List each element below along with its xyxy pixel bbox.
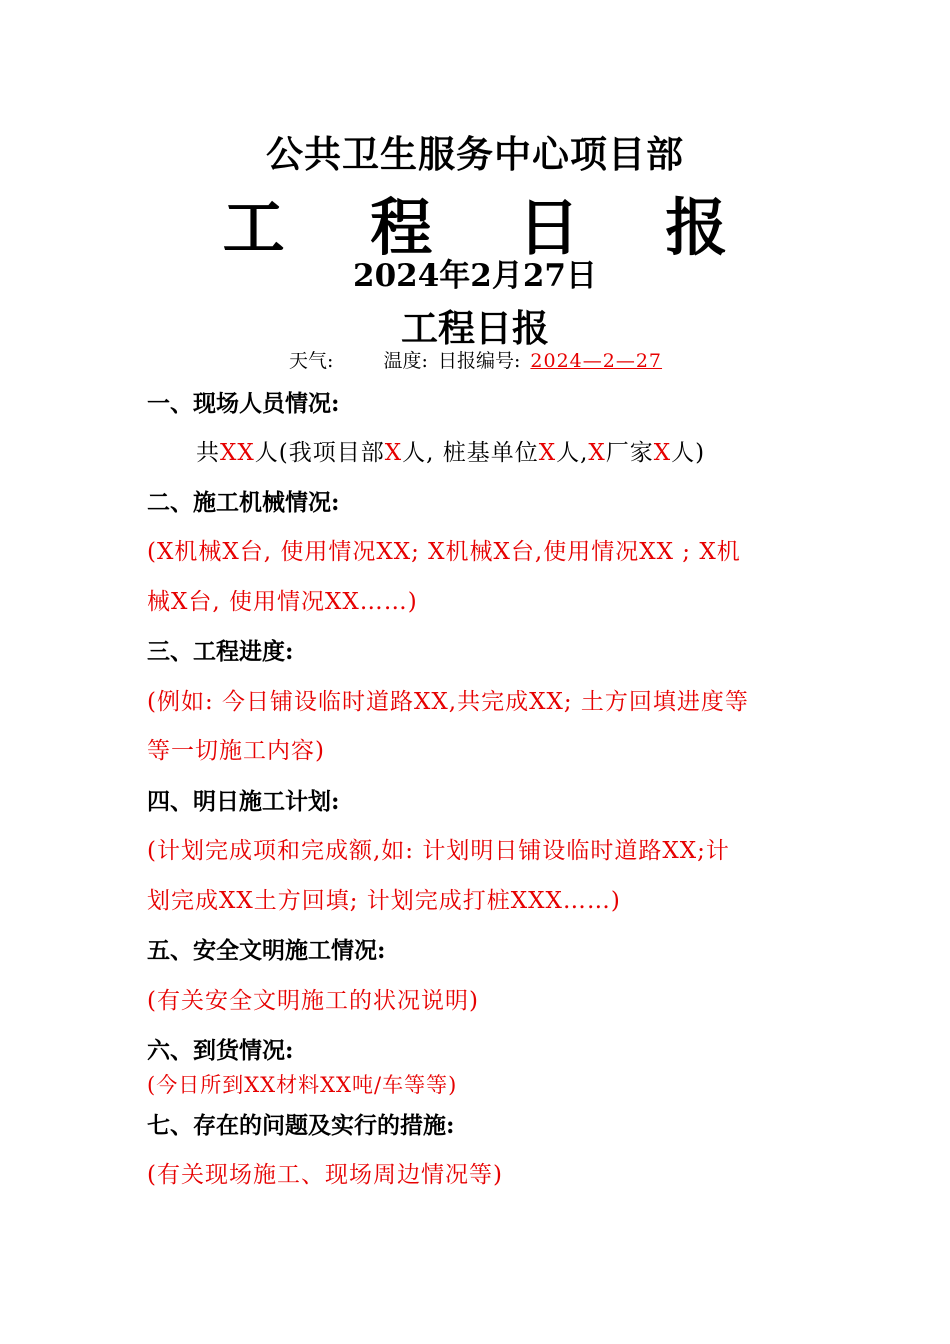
- staff-pile-suffix: 人,: [556, 440, 589, 466]
- section-4-line-1: (计划完成项和完成额,如: 计划明日铺设临时道路XX;计: [147, 838, 730, 864]
- main-title: 工 程 日 报: [222, 191, 760, 264]
- section-2-heading: 二、施工机械情况:: [147, 489, 340, 516]
- report-no-label: 日报编号:: [437, 350, 521, 372]
- vendor-count-value: X: [588, 440, 606, 466]
- report-date: 2024年2月27日: [353, 258, 597, 294]
- weather-label: 天气:: [289, 350, 334, 372]
- section-3-line-1: (例如: 今日铺设临时道路XX,共完成XX; 土方回填进度等: [147, 689, 749, 715]
- sub-title: 工程日报: [401, 306, 549, 350]
- section-5-line-1: (有关安全文明施工的状况说明): [147, 988, 479, 1014]
- org-title: 公共卫生服务中心项目部: [266, 132, 684, 176]
- section-2-line-2: 械X台, 使用情况XX……): [147, 589, 418, 615]
- section-5-heading: 五、安全文明施工情况:: [147, 937, 386, 964]
- staff-own-prefix: 人(我项目部: [254, 440, 385, 466]
- staff-total-value: XX: [220, 440, 255, 466]
- temperature-label: 温度:: [383, 350, 428, 372]
- section-2-line-1: (X机械X台, 使用情况XX; X机械X台,使用情况XX ; X机: [147, 539, 741, 565]
- staff-total-prefix: 共: [196, 440, 220, 466]
- info-line: [289, 346, 666, 373]
- section-1-body: [196, 434, 705, 467]
- staff-own-value: X: [384, 440, 403, 466]
- vendor-label: 厂家: [605, 440, 654, 466]
- report-no-value: 2024—2—27: [530, 350, 663, 372]
- section-6-line-1: (今日所到XX材料XX吨/车等等): [147, 1073, 458, 1097]
- staff-suffix: 人): [671, 440, 706, 466]
- vendor-staff-value: X: [653, 440, 672, 466]
- section-1-heading: 一、现场人员情况:: [147, 390, 340, 417]
- staff-pile-prefix: 人, 桩基单位: [402, 440, 539, 466]
- section-6-heading: 六、到货情况:: [147, 1037, 294, 1064]
- section-7-line-1: (有关现场施工、现场周边情况等): [147, 1162, 503, 1188]
- section-3-line-2: 等一切施工内容): [147, 738, 325, 764]
- staff-pile-value: X: [538, 440, 557, 466]
- section-7-heading: 七、存在的问题及实行的措施:: [147, 1112, 455, 1139]
- section-3-heading: 三、工程进度:: [147, 638, 294, 665]
- section-4-heading: 四、明日施工计划:: [147, 788, 340, 815]
- section-4-line-2: 划完成XX土方回填; 计划完成打桩XXX……): [147, 888, 621, 914]
